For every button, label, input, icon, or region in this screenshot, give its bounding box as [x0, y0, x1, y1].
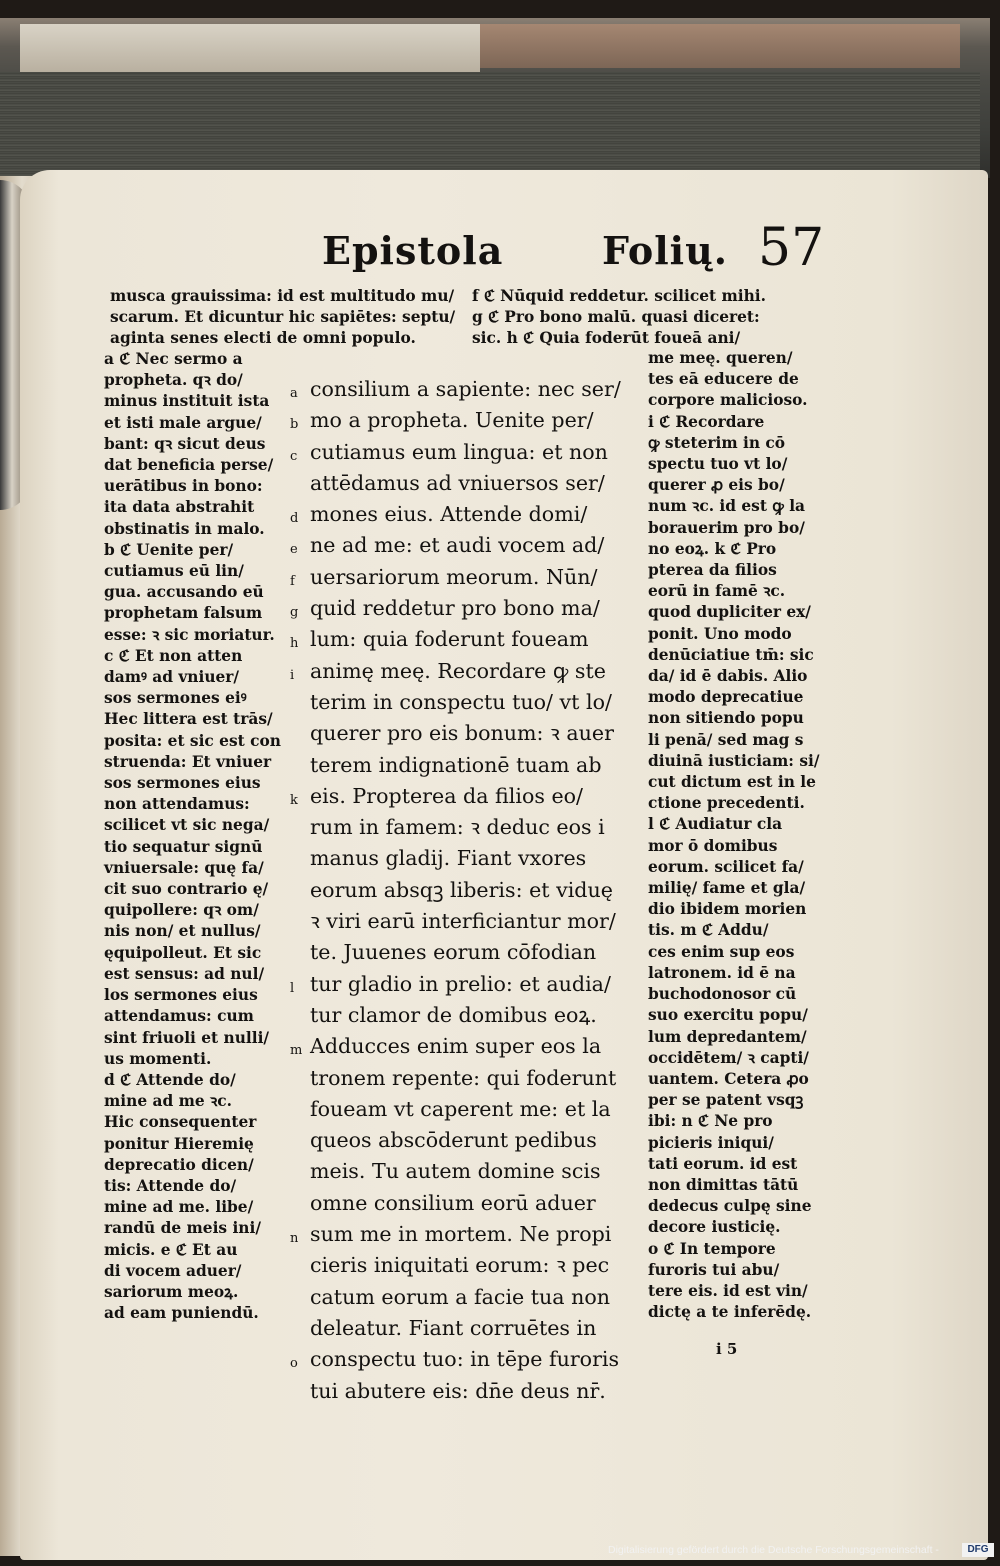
book-clasp-left — [20, 24, 480, 72]
verse-markers: a b c d e f g h i k l m n o — [290, 386, 303, 1372]
dfg-logo: DFG — [962, 1543, 994, 1557]
commentary-left-column: a ℭ Nec sermo a propheta. qꝛ do/ minus instituit ista et isti male argue/ bant: qꝛ sicut deus dat beneficia perse/ uerātibus in bono: ita data abstrahit obstinatis in malo. b ℭ Uenite per/ cutiamus eū lin/ gua. accusando eū prophetam falsum esse: ꝛ sic moriatur. c ℭ Et non atten damꝰ ad vniuer/ sos sermones eiꝰ Hec littera est trās/ posita: et sic est con struenda: Et vniuer sos sermones eius non attendamus: scilicet vt sic nega/ tio sequatur signū vniuersale: quę fa/ cit suo contrario ę/ quipollere: qꝛ om/ nis non/ et nullus/ ęquipolleut. Et sic est sensus: ad nul/ los sermones eius attendamus: cum sint friuoli et nulli/ us momenti. d ℭ Attende do/ mine ad me ꝛc. Hic consequenter ponitur Hieremię deprecatio dicen/ tis: Attende do/ mine ad me. libe/ randū de meis ini/ micis. e ℭ Et au di vocem aduer/ sariorum meoꝝ. ad eam puniendū. — [104, 350, 281, 1323]
running-head-right: Folių. — [602, 228, 728, 273]
commentary-left-top: musca grauissima: id est multitudo mu/ scarum. Et dicuntur hic sapiētes: septu/ aginta senes electi de omni populo. — [110, 287, 456, 348]
folio-number: 57 — [758, 218, 825, 278]
book-clasp-right — [480, 24, 960, 68]
page-edges — [0, 72, 980, 178]
digitization-credit: Digitalisierung gefördert durch die Deutsche Forschungsgemeinschaft - — [608, 1544, 939, 1556]
running-head-left: Epistola — [322, 228, 504, 273]
book-top-edge — [0, 18, 990, 178]
commentary-right-column: me meę. queren/ tes eā educere de corpore malicioso. i ℭ Recordare ꝙ steterim in cō spectu tuo vt lo/ querer ꝓ eis bo/ num ꝛc. id est ꝙ la borauerim pro bo/ no eoꝝ. k ℭ Pro ptereа da filios eorū in famē ꝛc. quod dupliciter ex/ ponit. Uno modo denūciatiue tm̄: sic da/ id ē dabis. Alio modo deprecatiue non sitiendo popu li penā/ sed mag s diuinā iusticiam: si/ cut dictum est in le ctione precedenti. l ℭ Audiatur cla mor ō domibus eorum. scilicet fa/ milię/ fame et gla/ dio ibidem morien tis. m ℭ Addu/ ces enim sup eos latronem. id ē na buchodonosor cū suo exercitu popu/ lum depredantem/ occidētem/ ꝛ capti/ uantem. Cetera ꝓo per se patent vsqꝫ ibi: n ℭ Ne pro picieris iniqui/ tati eorum. id est non dimittas tātū dedecus culpę sine decore iusticię. o ℭ In tempore furoris tui abu/ tere eis. id est vin/ dictę a te inferēdę. — [648, 349, 820, 1322]
signature-mark: i 5 — [716, 1340, 738, 1358]
commentary-right-top: f ℭ Nūquid reddetur. scilicet mihi. g ℭ Pro bono malū. quasi diceret: sic. h ℭ Quia foderūt foueā ani/ — [472, 287, 766, 348]
main-scripture-text: consilium a sapiente: nec ser/ mo a propheta. Uenite per/ cutiamus eum lingua: et non attēdamus ad vniuersos ser/ mones eius. Attende domi/ ne ad me: et audi vocem ad/ uersariorum meorum. Nūn/ quid reddetur pro bono ma/ lum: quia foderunt foueam animę meę. Recordare ꝙ ste terim in conspectu tuo/ vt lo/ querer pro eis bonum: ꝛ auer terem indignationē tuam ab eis. Propterea da filios eo/ rum in famem: ꝛ deduc eos i manus gladij. Fiant vxores eorum absqꝫ liberis: et viduę ꝛ viri earū interficiantur mor/ te. Juuenes eorum cōfodian tur gladio in prelio: et audia/ tur clamor de domibus eoꝝ. Adducces enim super eos la tronem repente: qui foderunt foueam vt caperent me: et la queos abscōderunt pedibus meis. Tu autem domine scis omne consilium eorū aduer sum me in mortem. Ne propi cieris iniquitati eorum: ꝛ pec catum eorum a facie tua non deleatur. Fiant corruētes in conspectu tuo: in tēpe furoris tui abutere eis: dn̄e deus nr̄. — [310, 377, 621, 1403]
